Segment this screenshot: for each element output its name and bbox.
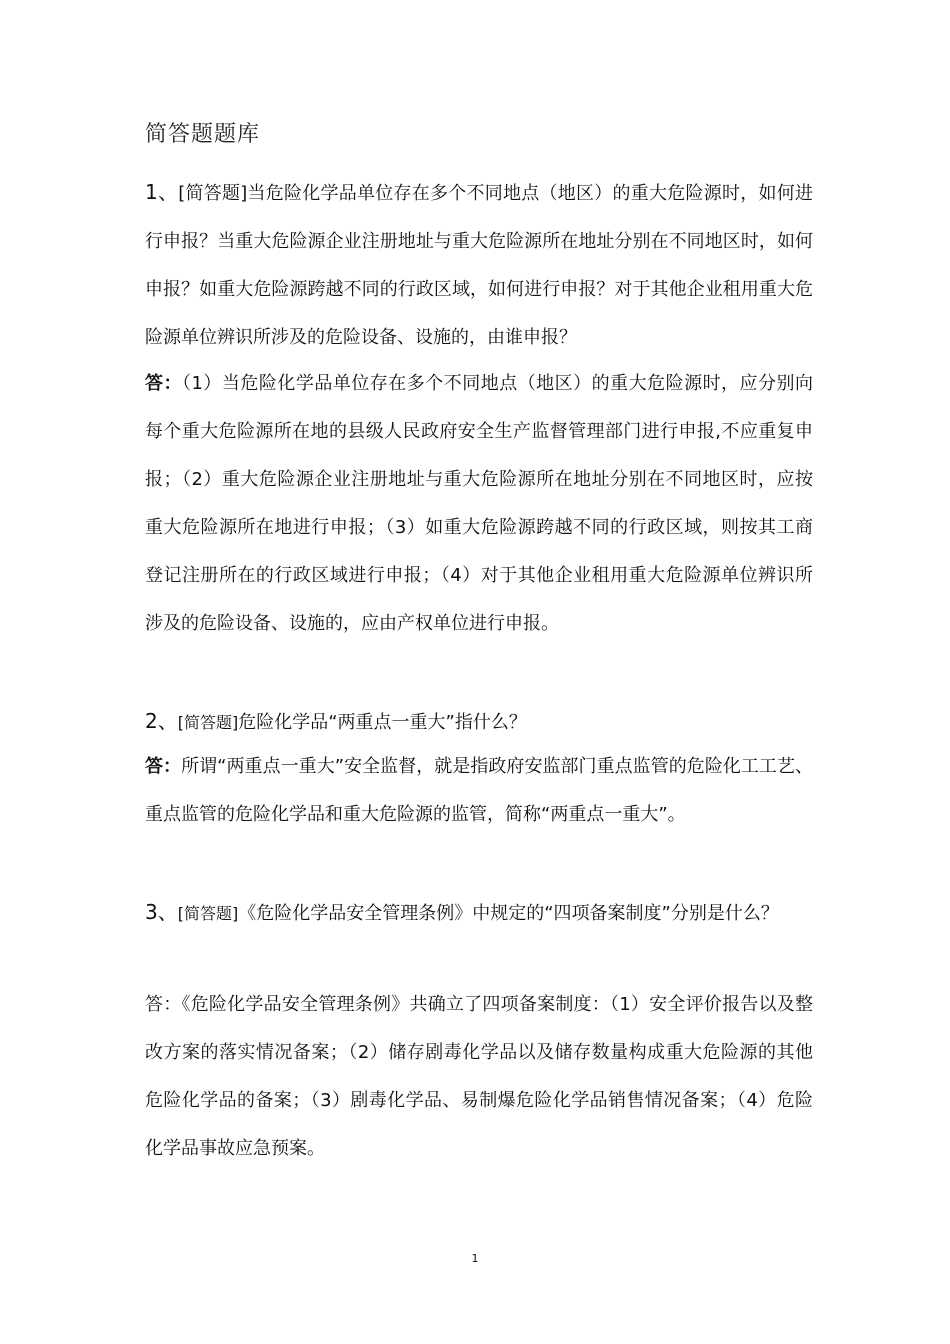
question-number: 3、 (145, 900, 178, 924)
answer-1 (145, 360, 813, 648)
question-tag: [简答题] (177, 904, 239, 923)
answer-label: 答： (145, 373, 182, 394)
page-number: 1 (471, 1252, 479, 1265)
answer-text: 《危险化学品安全管理条例》共确立了四项备案制度：（1）安全评价报告以及整改方案的落实情况备案；（2）储存剧毒化学品以及储存数量构成重大危险源的其他危险化学品的备案；（3）剧毒化学品、易制爆危险化学品销售情况备案；（4）危险化学品事故应急预案。 (145, 994, 814, 1159)
answer-2 (145, 743, 813, 839)
question-number: 1、 (145, 180, 179, 204)
question-text: 《危险化学品安全管理条例》中规定的“四项备案制度”分别是什么？ (238, 903, 779, 924)
answer-label: 答： (145, 756, 182, 777)
question-2 (145, 697, 813, 747)
page-title: 简答题题库 (145, 122, 261, 147)
question-text: [简答题]当危险化学品单位存在多个不同地点（地区）的重大危险源时，如何进行申报？当重大危险源企业注册地址与重大危险源所在地址分别在不同地区时，如何申报？如重大危险源跨越不同的行政区域，如何进行申报？对于其他企业租用重大危险源单位辨识所涉及的危险设备、设施的，由谁申报？ (145, 183, 813, 348)
answer-3 (145, 981, 813, 1173)
answer-text: （1）当危险化学品单位存在多个不同地点（地区）的重大危险源时，应分别向每个重大危险源所在地的县级人民政府安全生产监督管理部门进行申报,不应重复申报；（2）重大危险源企业注册地址与重大危险源所在地址分别在不同地区时，应按重大危险源所在地进行申报；（3）如重大危险源跨越不同的行政区域，则按其工商登记注册所在的行政区域进行申报；（4）对于其他企业租用重大危险源单位辨识所涉及的危险设备、设施的，应由产权单位进行申报。 (145, 373, 814, 634)
question-tag: [简答题] (177, 713, 239, 732)
question-text: 危险化学品“两重点一重大”指什么？ (238, 712, 527, 733)
answer-text: 所谓“两重点一重大”安全监督，就是指政府安监部门重点监管的危险化工工艺、重点监管的危险化学品和重大危险源的监管，简称“两重点一重大”。 (145, 756, 813, 825)
answer-label: 答： (145, 994, 182, 1015)
question-number: 2、 (145, 709, 178, 733)
question-1 (145, 168, 813, 362)
question-3 (145, 888, 813, 938)
